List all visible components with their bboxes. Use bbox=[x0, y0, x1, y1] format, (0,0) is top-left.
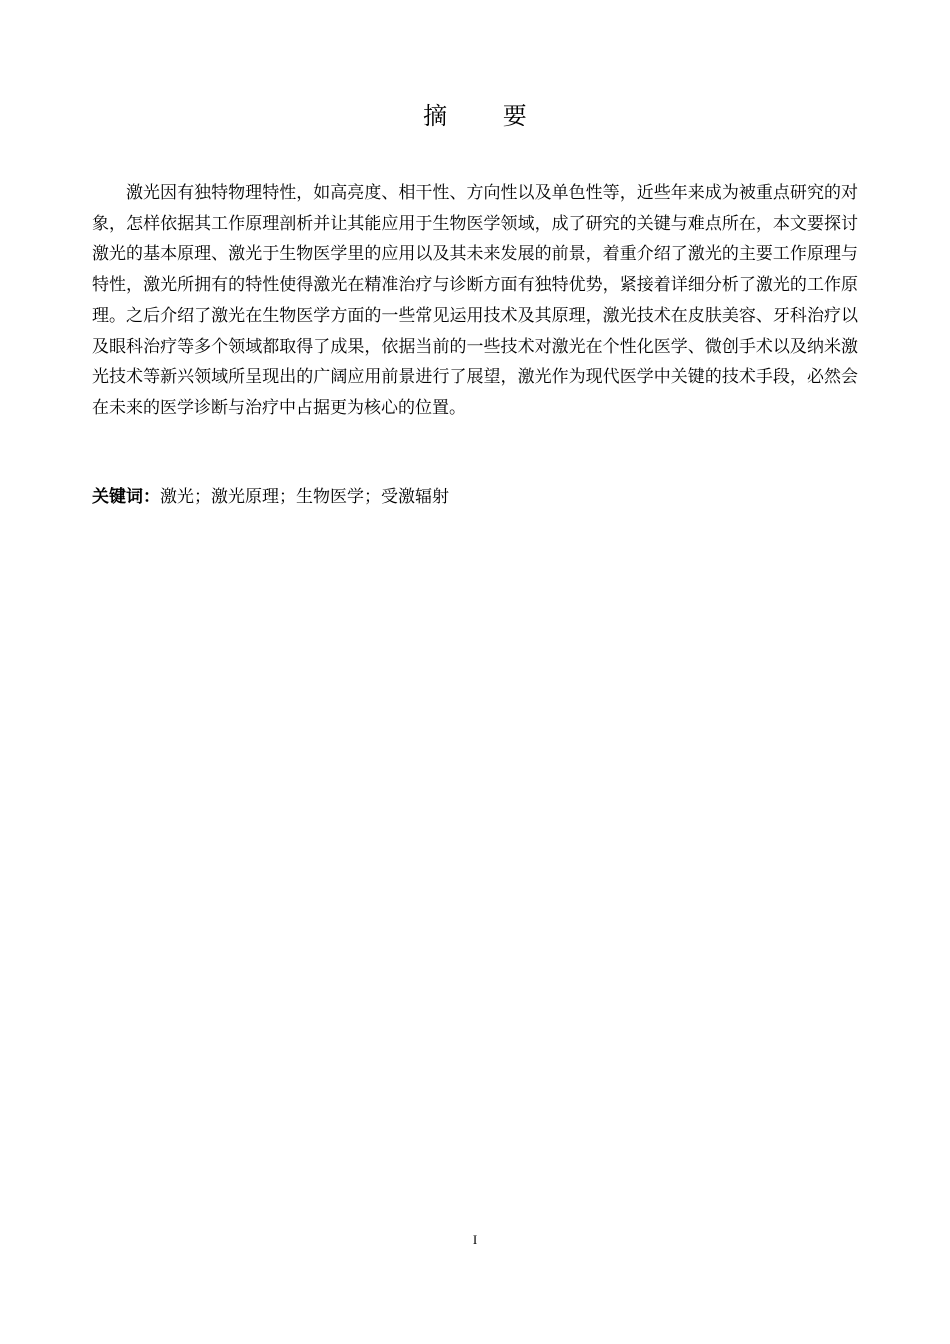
abstract-title: 摘 要 bbox=[423, 102, 551, 130]
abstract-body: 激光因有独特物理特性，如高亮度、相干性、方向性以及单色性等，近些年来成为被重点研究的对象，怎样依据其工作原理剖析并让其能应用于生物医学领域，成了研究的关键与难点所在，本文要探讨激光的基本原理、激光于生物医学里的应用以及其未来发展的前景，着重介绍了激光的主要工作原理与特性，激光所拥有的特性使得激光在精准治疗与诊断方面有独特优势，紧接着详细分析了激光的工作原理。之后介绍了激光在生物医学方面的一些常见运用技术及其原理，激光技术在皮肤美容、牙科治疗以及眼科治疗等多个领域都取得了成果，依据当前的一些技术对激光在个性化医学、微创手术以及纳米激光技术等新兴领域所呈现出的广阔应用前景进行了展望，激光作为现代医学中关键的技术手段，必然会在未来的医学诊断与治疗中占据更为核心的位置。 bbox=[92, 183, 858, 418]
keywords-label: 关键词： bbox=[92, 487, 160, 507]
page-number: I bbox=[472, 1232, 478, 1247]
keywords-line bbox=[92, 483, 858, 511]
keywords-list: 激光；激光原理；生物医学；受激辐射 bbox=[160, 487, 449, 507]
